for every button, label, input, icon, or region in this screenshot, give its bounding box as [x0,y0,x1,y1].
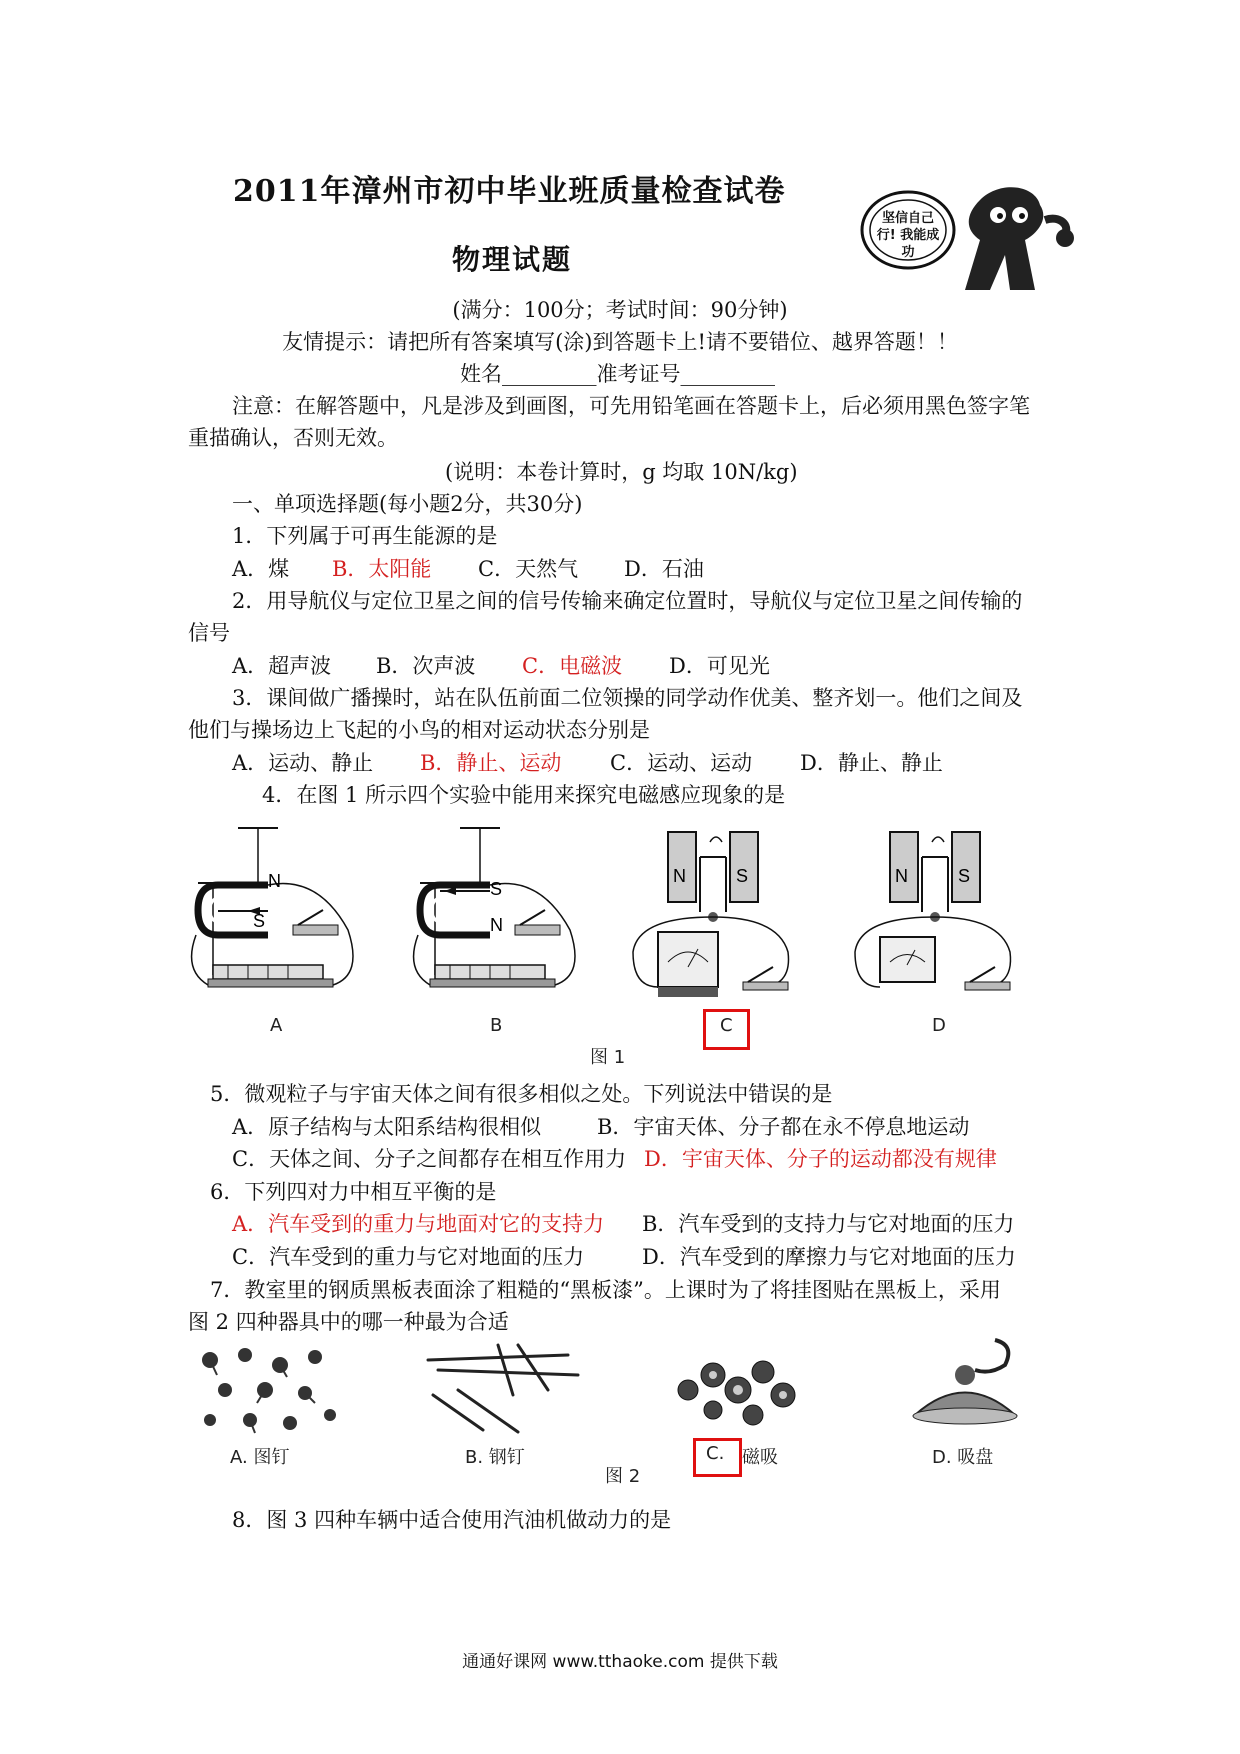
pole-s-label: S [958,866,971,886]
name-line: 姓名_________准考证号_________ [460,362,775,386]
figure2-label-b: B. 钢钉 [465,1447,525,1468]
pole-s-label: S [490,879,503,899]
q3-stem-1: 3．课间做广播操时，站在队伍前面二位领操的同学动作优美、整齐划一。他们之间及 [232,686,1023,710]
notice-line-2: 重描确认，否则无效。 [188,426,398,450]
q2-stem-2: 信号 [188,621,230,645]
pole-n-label: N [268,871,281,891]
answer-highlight-box [703,1009,750,1050]
score-time: (满分：100分；考试时间：90分钟) [452,298,788,322]
figure1-label-a: A [270,1015,283,1036]
figure2-label-a: A. 图钉 [230,1447,290,1468]
q6-option-b: B．汽车受到的支持力与它对地面的压力 [642,1212,1015,1236]
q4-stem: 4．在图 1 所示四个实验中能用来探究电磁感应现象的是 [262,783,786,807]
q6-stem: 6．下列四对力中相互平衡的是 [210,1180,497,1204]
q3-option-a: A．运动、静止 [232,751,374,775]
figure2-thumbtacks [195,1345,345,1435]
q7-stem-2: 图 2 四种器具中的哪一种最为合适 [188,1310,509,1334]
figure1-caption: 图 1 [590,1047,626,1068]
q6-option-d: D．汽车受到的摩擦力与它对地面的压力 [642,1245,1016,1269]
mascot-text: 坚信自己 行! 我能成功 [876,211,940,260]
q1-stem: 1．下列属于可再生能源的是 [232,524,498,548]
q5-option-c: C．天体之间、分子之间都存在相互作用力 [232,1147,627,1171]
figure2-magnets [668,1350,808,1430]
q8-stem: 8．图 3 四种车辆中适合使用汽油机做动力的是 [232,1508,672,1532]
section-heading: 一、单项选择题(每小题2分，共30分) [232,492,583,516]
friendly-tip: 友情提示：请把所有答案填写(涂)到答题卡上!请不要错位、越界答题！！ [282,330,958,354]
figure2-suction-cup [905,1330,1025,1430]
mascot-logo [860,180,1090,310]
figure1-apparatus-d [850,822,1025,1007]
q2-option-d: D．可见光 [669,654,770,678]
q1-option-a: A．煤 [232,557,290,581]
q3-option-c: C．运动、运动 [610,751,753,775]
figure1-apparatus-b [410,825,590,1005]
pole-n-label: N [673,866,686,886]
q5-option-a: A．原子结构与太阳系结构很相似 [232,1115,542,1139]
pole-n-label: N [490,915,503,935]
explain-note: (说明：本卷计算时，g 均取 10N/kg) [445,460,798,484]
exam-subtitle: 物理试题 [452,243,573,276]
figure1-label-b: B [490,1015,503,1036]
q3-option-b: B．静止、运动 [420,751,562,775]
figure2-label-c-text: 磁吸 [742,1447,778,1468]
figure1-apparatus-c [628,822,803,1007]
q3-option-d: D．静止、静止 [800,751,943,775]
figure2-caption: 图 2 [605,1466,641,1487]
pole-n-label: N [895,866,908,886]
notice-line-1: 注意：在解答题中，凡是涉及到画图，可先用铅笔画在答题卡上，后必须用黑色签字笔 [232,394,1030,418]
figure2-label-d: D. 吸盘 [932,1447,994,1468]
figure1-label-c: C [720,1015,733,1036]
pole-s-label: S [736,866,749,886]
pole-s-label: S [253,911,266,931]
q2-option-a: A．超声波 [232,654,332,678]
q2-stem-1: 2．用导航仪与定位卫星之间的信号传输来确定位置时，导航仪与定位卫星之间传输的 [232,589,1023,613]
q7-stem-1: 7．教室里的钢质黑板表面涂了粗糙的“黑板漆”。上课时为了将挂图贴在黑板上，采用 [210,1278,1001,1302]
q2-option-b: B．次声波 [376,654,476,678]
exam-title: 2011年漳州市初中毕业班质量检查试卷 [233,174,786,209]
q1-option-c: C．天然气 [478,557,579,581]
figure1-label-d: D [932,1015,946,1036]
answer-highlight-box [693,1438,742,1477]
q1-option-b: B．太阳能 [332,557,432,581]
footer-credit: 通通好课网 www.tthaoke.com 提供下载 [462,1652,778,1672]
q3-stem-2: 他们与操场边上飞起的小鸟的相对运动状态分别是 [188,718,650,742]
figure2-label-c-letter: C. [706,1443,725,1464]
q5-option-d: D．宇宙天体、分子的运动都没有规律 [644,1147,997,1171]
q6-option-c: C．汽车受到的重力与它对地面的压力 [232,1245,585,1269]
q6-option-a: A．汽车受到的重力与地面对它的支持力 [232,1212,605,1236]
q1-option-d: D．石油 [624,557,704,581]
q5-option-b: B．宇宙天体、分子都在永不停息地运动 [597,1115,970,1139]
figure2-steel-nails [418,1340,593,1440]
q5-stem: 5．微观粒子与宇宙天体之间有很多相似之处。下列说法中错误的是 [210,1082,833,1106]
figure1-apparatus-a [188,825,368,1005]
q2-option-c: C．电磁波 [522,654,623,678]
